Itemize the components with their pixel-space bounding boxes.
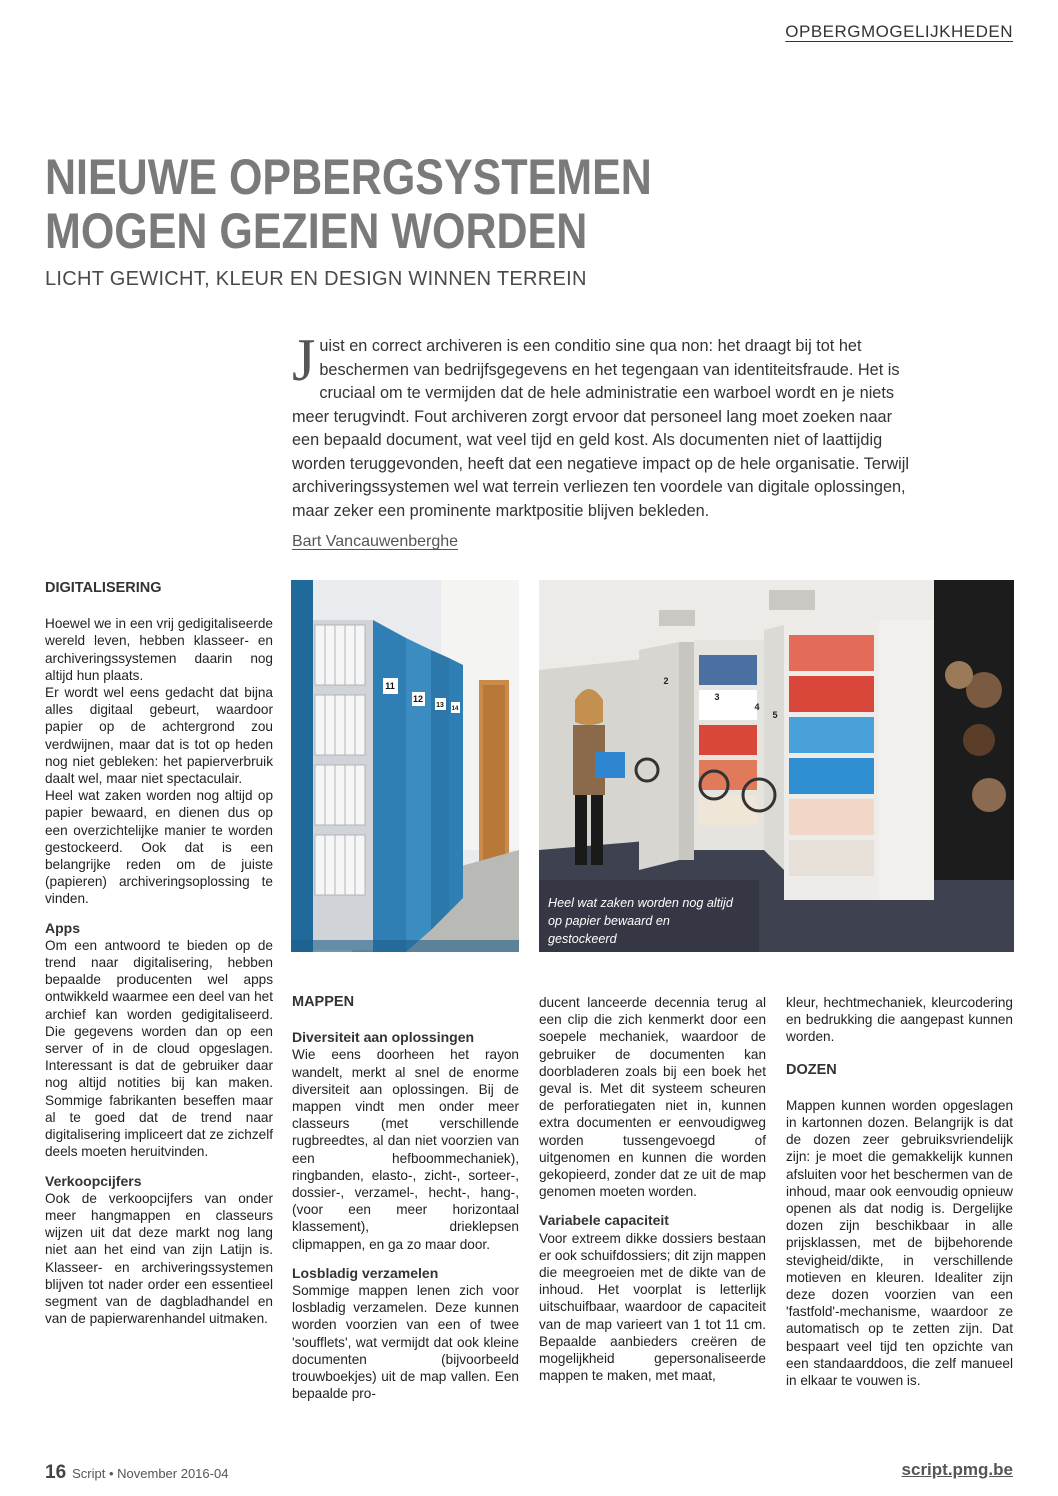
heading-diversiteit: Diversiteit aan oplossingen (292, 1029, 475, 1046)
dropcap: J (292, 327, 316, 393)
cabinet-number: 13 (436, 702, 444, 709)
article-title (45, 150, 664, 258)
footer-left (45, 1462, 228, 1484)
section-tag: OPBERGMOGELIJKHEDEN (785, 22, 1013, 41)
paragraph: kleur, hechtmechaniek, kleurcodering en bedrukking die aangepast kunnen worden. (786, 995, 1013, 1045)
rack-label: 5 (772, 710, 778, 720)
paragraph: Voor extreem dikke dossiers bestaan er ook schuifdossiers; dit zijn mappen die meegroeien met de dikte van de inhoud. Het voorplat is letterlijk uitschuifbaar, waardoor de capaciteit van de map varieert van 1 tot 11 cm. Bepaalde aanbieders creëren de mogelijkheid gepersonaliseerde mappen te maken, met maat, (539, 1230, 766, 1384)
heading-digitalisering: DIGITALISERING (45, 580, 162, 596)
heading-mappen: MAPPEN (292, 994, 355, 1010)
intro-text: uist en correct archiveren is een conditio sine qua non: het draagt bij tot het beschermen van bedrijfsgegevens en het tegengaan van identiteitsfraude. Het is cruciaal om te vermijden dat de hele administratie een warboel wordt en je niets meer terugvindt. Fout archiveren zorgt ervoor dat personeel lang moet zoeken naar een bepaald document, wat veel tijd en geld kost. Als documenten niet of laattijdig worden teruggevonden, heeft dat een negatieve impact op de hele organisatie. Terwijl archiveringssystemen wel wat terrein verliezen ten voordele van digitale oplossingen, maar zeker een prominente marktpositie blijven bekleden. (292, 337, 909, 520)
paragraph: Sommige mappen lenen zich voor losbladig verzamelen. Deze kunnen worden voorzien van een of twee 'soufflets', wat vermijdt dat ook kleine documenten (bijvoorbeeld trouwboekjes) uit de map vallen. Een bepaalde pro- (292, 1283, 519, 1402)
article-subtitle: LICHT GEWICHT, KLEUR EN DESIGN WINNEN TERREIN (45, 268, 587, 290)
rack-label: 4 (754, 702, 760, 712)
rack-label: 2 (663, 676, 669, 686)
heading-apps: Apps (45, 919, 80, 936)
photo-caption: Heel wat zaken worden nog altijd op papier bewaard en gestockeerd (548, 896, 733, 946)
publication-info: Script • November 2016-04 (72, 1466, 229, 1481)
intro-paragraph (292, 327, 922, 523)
cabinet-number: 11 (385, 681, 395, 691)
paragraph: Er wordt wel eens gedacht dat bijna alles digitaal gebeurt, waardoor papier op de achtergrond zou verdwijnen, maar dat is tot op heden nog niet gebleken: het papierverbruik daalt wel, maar niet spectaculair. (45, 685, 273, 787)
heading-dozen: DOZEN (786, 1061, 837, 1078)
title-line-1: NIEUWE OPBERGSYSTEMEN (45, 149, 652, 205)
rack-label: 3 (714, 692, 720, 702)
paragraph: Hoewel we in een vrij gedigitaliseerde wereld leven, hebben klasseer- en archiveringssystemen daarin nog altijd hun plaats. (45, 616, 273, 683)
heading-losbladig: Losbladig verzamelen (292, 1264, 439, 1281)
heading-verkoopcijfers: Verkoopcijfers (45, 1172, 142, 1189)
cabinet-number: 14 (451, 706, 459, 712)
column-2 (292, 994, 519, 1402)
website-link[interactable]: script.pmg.be (901, 1460, 1013, 1479)
paragraph: Om een antwoord te bieden op de trend naar digitalisering, hebben bepaalde producenten wel apps ontwikkeld waarmee een deel van het archief kan worden gedigitaliseerd. Die gegevens worden dan op een server of in de cloud opgeslagen. Interessant is dat de gebruiker daar nog altijd notities bij kan maken. Sommige fabrikanten beseffen maar al te goed dat de trend naar digitalisering impliceert dat ze zichzelf deels moeten heruitvinden. (45, 937, 273, 1160)
paragraph: Wie eens doorheen het rayon wandelt, merkt al snel de enorme diversiteit aan oplossingen. Bij de mappen vindt men onder meer classeurs (met verschillende rugbreedtes, al dan niet voorzien van een hefboommechaniek), ringbanden, elasto-, zicht-, sorteer-, dossier-, verzamel-, hecht-, hang-, (voor een meer horizontaal klassement), drieklepsen clipmappen, en ga zo maar door. (292, 1047, 519, 1252)
heading-variabele: Variabele capaciteit (539, 1212, 669, 1229)
paragraph: ducent lanceerde decennia terug al een clip die zich kenmerkt door een soepele mechaniek, waardoor de gebruiker de documenten kan doorbladeren zoals bij een boek het geval is. Met dit systeem scheuren de perforatiegaten niet in, kunnen extra documenten er eenvoudigweg worden tussengevoegd of uitgenomen en kunnen die worden gekopieerd, zonder dat ze uit de map genomen moeten worden. (539, 995, 766, 1200)
author-link[interactable]: Bart Vancauwenberghe (292, 533, 459, 550)
cabinet-number: 12 (412, 694, 424, 704)
page-number: 16 (45, 1462, 67, 1483)
blue-cabinets-illustration (291, 580, 519, 952)
column-3 (539, 994, 766, 1384)
photo-blue-cabinets (291, 580, 519, 952)
column-1 (45, 580, 273, 1327)
paragraph: Heel wat zaken worden nog altijd op papier bewaard, en dienen dus op een overzichtelijke manier te worden gestockeerd. Ook dat is een belangrijke reden om de juiste (papieren) archiveringsoplossing te vinden. (45, 788, 273, 907)
paragraph: Mappen kunnen worden opgeslagen in kartonnen dozen. Belangrijk is dat de dozen zeer gebruiksvriendelijk zijn: je moet die gemakkelijk kunnen afsluiten voor het beschermen van de inhoud, maar ook eenvoudig opnieuw openen als dat nodig is. Dergelijke dozen zijn beschikbaar in alle prijsklassen, met de bijbehorende stevigheid/dikte, in verschillende motieven en kleuren. Idealiter zijn deze dozen voorzien van een 'fastfold'-mechanisme, waardoor ze automatisch op te zetten zijn. Dat bespaart veel tijd ten opzichte van een standaarddoos, die zelf manueel in elkaar te vouwen is. (786, 1097, 1013, 1389)
paragraph: Ook de verkoopcijfers van onder meer hangmappen en classeurs wijzen uit dat deze markt nog lang niet aan het eind van zijn Latijn is. Klasseer- en archiveringssystemen blijven tot nader order een essentieel segment van de dagbladhandel en van de papierwarenhandel uitmaken. (45, 1190, 273, 1327)
title-line-2: MOGEN GEZIEN WORDEN (45, 203, 588, 259)
column-4 (786, 994, 1013, 1389)
